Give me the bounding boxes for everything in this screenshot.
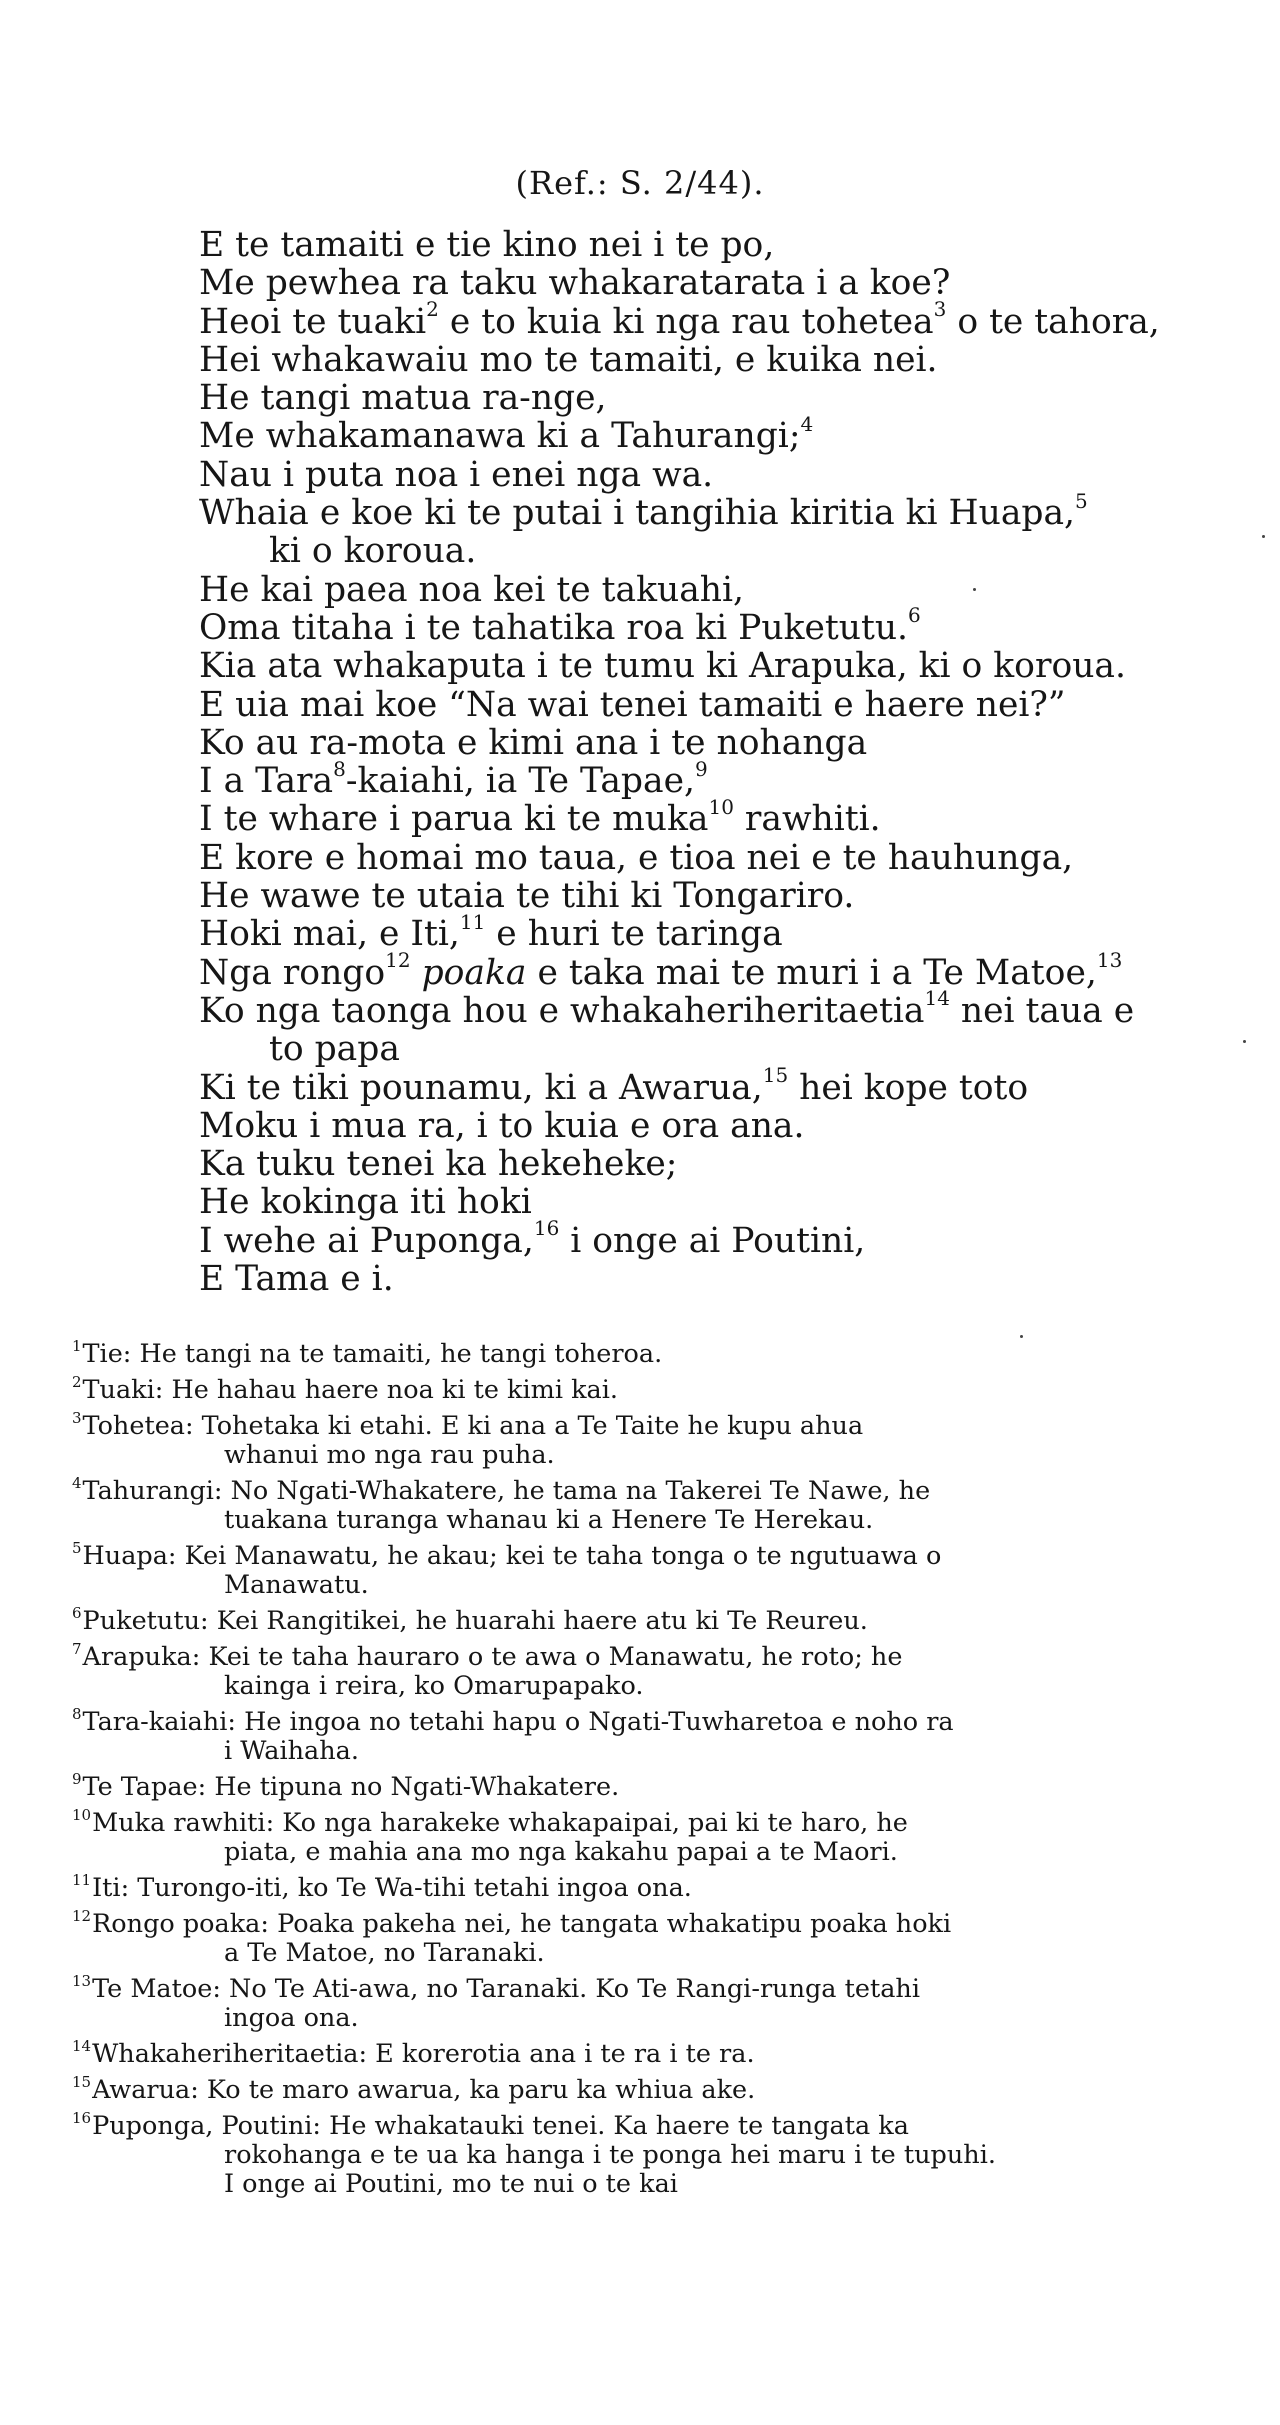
- footnote-number: 12: [72, 1906, 92, 1925]
- poem-line: Ki te tiki pounamu, ki a Awarua,$^{15}$ hei kope toto: [199, 1063, 1029, 1108]
- footnote: $^{10}$Muka rawhiti: Ko nga harakeke whakapaipai, pai ki te haro, he piata, e mahia ana mo nga kakahu papai a te Maori.: [72, 1805, 908, 1867]
- poem-line-continuation: to papa: [269, 1029, 400, 1070]
- poem-line: Me pewhea ra taku whakaratarata i a koe?: [199, 263, 951, 304]
- poem-line: Nga rongo$^{12}$ poaka e taka mai te muri i a Te Matoe,$^{13}$: [199, 948, 1123, 993]
- footnotes: [72, 1336, 1222, 2206]
- poem-line: E uia mai koe “Na wai tenei tamaiti e haere nei?”: [199, 684, 1066, 725]
- poem-line: E te tamaiti e tie kino nei i te po,: [199, 225, 775, 265]
- footnote-number: 15: [72, 2072, 92, 2091]
- footnote-ref: 6: [908, 603, 921, 628]
- footnote-number: 7: [72, 1639, 82, 1658]
- poem-line: Ko nga taonga hou e whakaheriheritaetia$^{14}$ nei taua e: [199, 986, 1135, 1031]
- poem-line: He wawe te utaia te tihi ki Tongariro.: [199, 876, 855, 917]
- footnote-ref: 13: [1096, 948, 1123, 973]
- footnote-ref: 10: [708, 794, 734, 819]
- footnote: $^{13}$Te Matoe: No Te Ati-awa, no Taranaki. Ko Te Rangi-runga tetahi ingoa ona.: [72, 1971, 920, 2033]
- footnote-number: 5: [72, 1538, 82, 1557]
- footnote-number: 8: [72, 1704, 82, 1723]
- scan-speck: [973, 588, 976, 591]
- footnote-ref: 2: [426, 297, 439, 322]
- scan-speck: [1020, 1335, 1023, 1338]
- footnote-ref: 12: [385, 948, 411, 973]
- reference-header: (Ref.: S. 2/44).: [515, 164, 765, 202]
- poem-line: I a Tara$^8$-kaiahi, ia Te Tapae,$^9$: [199, 756, 708, 802]
- footnote: $^{12}$Rongo poaka: Poaka pakeha nei, he tangata whakatipu poaka hoki a Te Matoe, no Taranaki.: [72, 1906, 952, 1968]
- footnote: $^{16}$Puponga, Poutini: He whakatauki tenei. Ka haere te tangata ka rokohanga e te ua ka hanga i te ponga hei maru i te tupuhi. I onge ai Poutini, mo te nui o te kai: [72, 2108, 996, 2199]
- poem-line: Ka tuku tenei ka hekeheke;: [199, 1144, 678, 1185]
- poem-line: I wehe ai Puponga,$^{16}$ i onge ai Poutini,: [199, 1216, 866, 1261]
- footnote: $^3$Tohetea: Tohetaka ki etahi. E ki ana a Te Taite he kupu ahua whanui mo nga rau puha.: [72, 1408, 864, 1470]
- footnote-ref: 11: [459, 909, 486, 934]
- footnote: $^1$Tie: He tangi na te tamaiti, he tangi toheroa.: [72, 1336, 663, 1369]
- poem-line: Moku i mua ra, i to kuia e ora ana.: [199, 1105, 805, 1146]
- footnote-ref: 4: [800, 411, 814, 436]
- poem-line: Whaia e koe ki te putai i tangihia kiritia ki Huapa,$^5$: [199, 488, 1088, 534]
- footnote-number: 2: [72, 1372, 82, 1391]
- footnote: $^{15}$Awarua: Ko te maro awarua, ka paru ka whiua ake.: [72, 2072, 756, 2105]
- footnote-ref: 5: [1075, 488, 1088, 513]
- poem-line: Heoi te tuaki$^2$ e to kuia ki nga rau tohetea$^3$ o te tahora,: [199, 297, 1160, 342]
- footnote: $^5$Huapa: Kei Manawatu, he akau; kei te taha tonga o te ngutuawa o Manawatu.: [72, 1538, 942, 1600]
- footnote: $^9$Te Tapae: He tipuna no Ngati-Whakatere.: [72, 1769, 620, 1802]
- footnote-ref: 9: [694, 756, 708, 781]
- footnote: $^2$Tuaki: He hahau haere noa ki te kimi kai.: [72, 1372, 619, 1405]
- poem-line: Me whakamanawa ki a Tahurangi;$^4$: [199, 411, 814, 457]
- footnote-ref: 15: [762, 1063, 789, 1088]
- poem-line: He tangi matua ra-nge,: [199, 378, 607, 419]
- poem-line: Hoki mai, e Iti,$^{11}$ e huri te taringa: [199, 909, 783, 955]
- footnote-ref: 8: [333, 756, 346, 781]
- footnote-number: 13: [72, 1971, 92, 1990]
- poem-line: Hei whakawaiu mo te tamaiti, e kuika nei.: [199, 339, 938, 380]
- poem-line: Kia ata whakaputa i te tumu ki Arapuka, ki o koroua.: [199, 646, 1126, 687]
- footnote: $^{11}$Iti: Turongo-iti, ko Te Wa-tihi tetahi ingoa ona.: [72, 1870, 692, 1903]
- footnote-number: 6: [72, 1603, 82, 1622]
- footnote-number: 4: [72, 1473, 82, 1492]
- footnote-number: 10: [72, 1805, 92, 1824]
- footnote-ref: 16: [533, 1216, 560, 1241]
- poem-line: Oma titaha i te tahatika roa ki Puketutu.$^6$: [199, 603, 921, 648]
- italic-word: poaka: [421, 952, 527, 993]
- waiata-poem: [199, 226, 1229, 1298]
- footnote-number: 3: [72, 1408, 82, 1427]
- poem-line: E kore e homai mo taua, e tioa nei e te hauhunga,: [199, 837, 1074, 878]
- footnote-ref: 3: [933, 297, 947, 322]
- poem-line: I te whare i parua ki te muka$^{10}$ rawhiti.: [199, 794, 881, 840]
- footnote: $^7$Arapuka: Kei te taha hauraro o te awa o Manawatu, he roto; he kainga i reira, ko Omarupapako.: [72, 1639, 903, 1701]
- poem-line-continuation: ki o koroua.: [269, 531, 477, 572]
- scan-speck: [1243, 1040, 1246, 1043]
- poem-line: He kokinga iti hoki: [199, 1182, 532, 1223]
- poem-line: Nau i puta noa i enei nga wa.: [199, 454, 714, 495]
- footnote-number: 16: [72, 2108, 92, 2127]
- footnote: $^6$Puketutu: Kei Rangitikei, he huarahi haere atu ki Te Reureu.: [72, 1603, 868, 1636]
- poem-line: E Tama e i.: [199, 1259, 394, 1300]
- footnote: $^8$Tara-kaiahi: He ingoa no tetahi hapu o Ngati-Tuwharetoa e noho ra i Waihaha.: [72, 1704, 954, 1766]
- footnote-number: 14: [72, 2036, 92, 2055]
- poem-line: Ko au ra-mota e kimi ana i te nohanga: [199, 722, 868, 763]
- footnote: $^4$Tahurangi: No Ngati-Whakatere, he tama na Takerei Te Nawe, he tuakana turanga whanau ki a Henere Te Herekau.: [72, 1473, 931, 1535]
- footnote-ref: 14: [924, 986, 950, 1011]
- footnote: $^{14}$Whakaheriheritaetia: E korerotia ana i te ra i te ra.: [72, 2036, 755, 2069]
- footnote-number: 1: [72, 1336, 82, 1355]
- poem-line: He kai paea noa kei te takuahi,: [199, 569, 744, 610]
- scan-speck: [1262, 535, 1265, 538]
- footnote-number: 9: [72, 1769, 82, 1788]
- footnote-number: 11: [72, 1870, 92, 1889]
